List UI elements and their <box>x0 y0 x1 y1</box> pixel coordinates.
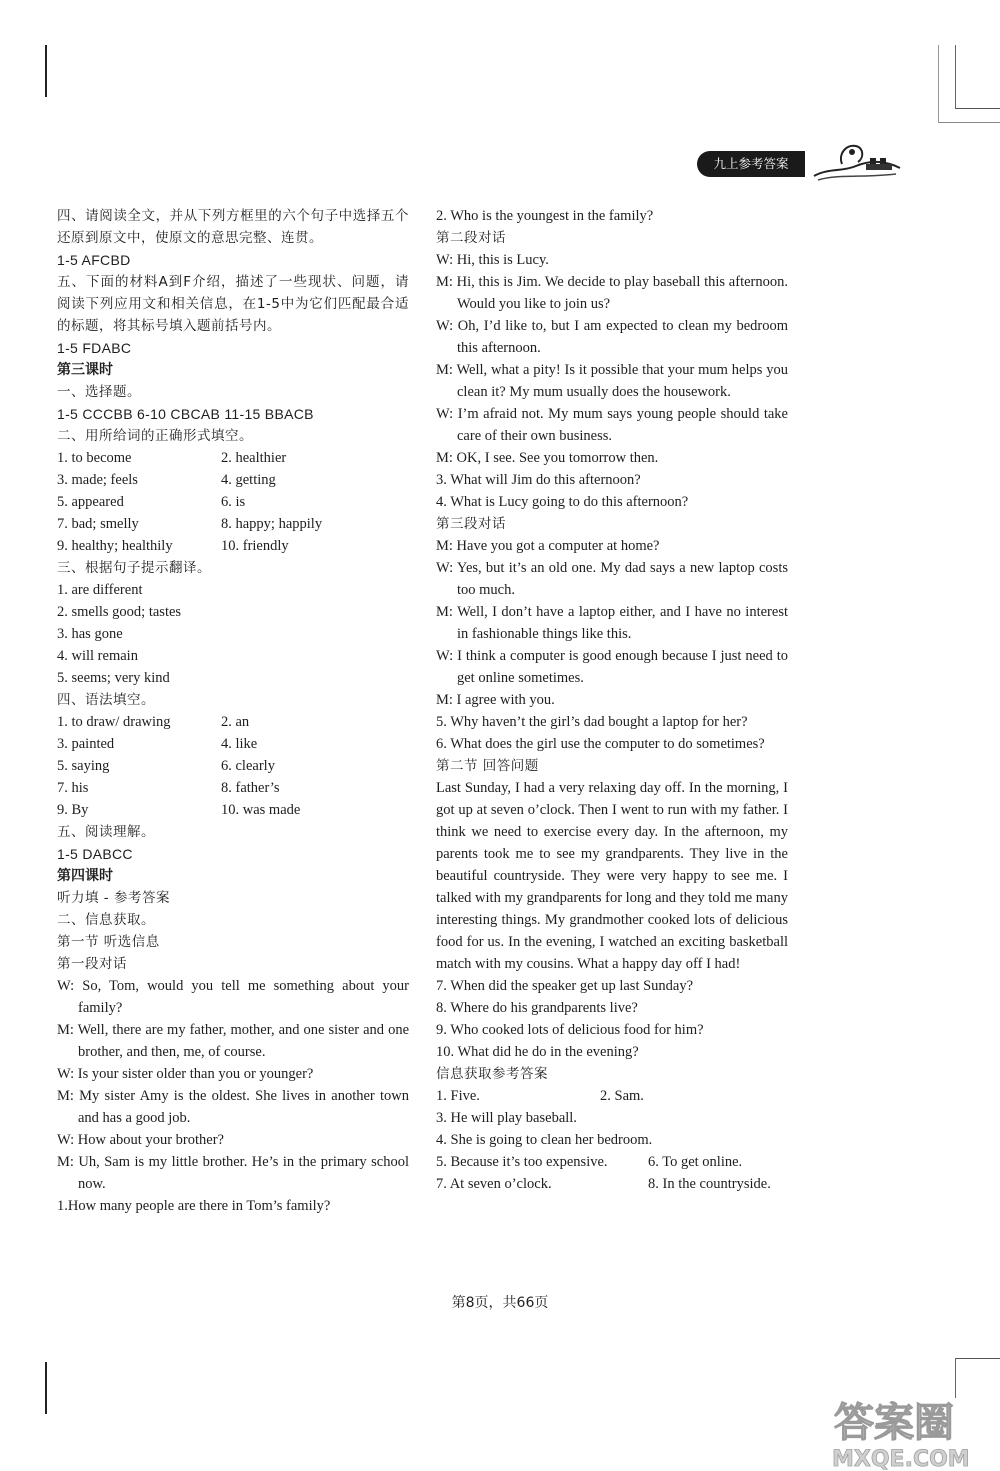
dialogue-line: W: I’m afraid not. My mum says young people should take care of their own business. <box>436 406 788 444</box>
dialogue-line: W: Hi, this is Lucy. <box>436 252 549 268</box>
dialogue-line: W: Oh, I’d like to, but I am expected to clean my bedroom this afternoon. <box>436 318 788 356</box>
answer-pair <box>57 733 409 755</box>
answer-item: 7. his <box>57 780 89 796</box>
answer-pair <box>436 1085 788 1107</box>
text-line: 3. has gone <box>57 626 123 642</box>
question-heading: 第一段对话 <box>57 956 127 972</box>
answer-pair <box>57 535 409 557</box>
answer-item: 4. getting <box>221 472 276 488</box>
question-heading: 第二段对话 <box>436 230 506 246</box>
dialogue-line: M: Uh, Sam is my little brother. He’s in the primary school now. <box>57 1154 409 1192</box>
text-line: 6. What does the girl use the computer to do sometimes? <box>436 736 765 752</box>
question-heading: 一、选择题。 <box>57 384 141 400</box>
watermark-url-text: MXQE.COM <box>832 1447 970 1471</box>
text-line: 5. seems; very kind <box>57 670 170 686</box>
header-logo-icon <box>808 138 904 186</box>
text-line: 3. What will Jim do this afternoon? <box>436 472 641 488</box>
question-heading: 三、根据句子提示翻译。 <box>57 560 211 576</box>
answer-item: 2. an <box>221 714 250 730</box>
answer-item: 7. At seven o’clock. <box>436 1176 552 1192</box>
header-tag: 九上参考答案 <box>697 151 805 177</box>
dialogue-line: M: Well, there are my father, mother, and one sister and one brother, and then, me, of course. <box>57 1022 409 1060</box>
dialogue-line: M: OK, I see. See you tomorrow then. <box>436 450 659 466</box>
answer-item: 1. Five. <box>436 1088 480 1104</box>
answer-item: 8. In the countryside. <box>648 1176 771 1192</box>
question-heading: 二、用所给词的正确形式填空。 <box>57 428 253 444</box>
dialogue-line: W: So, Tom, would you tell me something about your family? <box>57 978 409 1016</box>
text-line: 4. will remain <box>57 648 138 664</box>
text-line: 7. When did the speaker get up last Sunday? <box>436 978 694 994</box>
left-column <box>57 205 409 1217</box>
question-heading: 信息获取参考答案 <box>436 1066 548 1082</box>
dialogue-line: M: I agree with you. <box>436 692 555 708</box>
answer-pair <box>57 469 409 491</box>
answer-pair <box>57 777 409 799</box>
answer-pair <box>57 447 409 469</box>
crop-mark-top-right-horizontal <box>955 108 1000 109</box>
section-heading: 第三课时 <box>57 362 113 378</box>
dialogue-line: M: My sister Amy is the oldest. She lives in another town and has a good job. <box>57 1088 409 1126</box>
answer-item: 6. clearly <box>221 758 275 774</box>
answer-item: 4. like <box>221 736 258 752</box>
passage-paragraph: Last Sunday, I had a very relaxing day off. In the morning, I got up at seven o’clock. Then I went to run with my father. I think we need to exercise every day. In the afternoon, my parents took me to see my grandparents. They live in the beautiful countryside. They were very happy to see me. I talked with my grandparents for long and they told me many interesting things. My grandmother cooked lots of delicious food for us. In the evening, I watched an exciting basketball match with my cousins. What a happy day off I had! <box>436 780 788 972</box>
answer-item: 5. appeared <box>57 494 124 510</box>
answer-pair <box>57 513 409 535</box>
text-line: 2. Who is the youngest in the family? <box>436 208 654 224</box>
answer-item: 2. healthier <box>221 450 287 466</box>
answer-item: 7. bad; smelly <box>57 516 139 532</box>
text-line: 9. Who cooked lots of delicious food for him? <box>436 1022 704 1038</box>
answer-item: 5. saying <box>57 758 110 774</box>
answer-item: 2. Sam. <box>600 1088 644 1104</box>
answer-pair <box>57 491 409 513</box>
answer-item: 1. to become <box>57 450 132 466</box>
crop-mark-top-right-horizontal-2 <box>938 122 1000 123</box>
watermark-logo <box>826 1378 1000 1471</box>
crop-mark-top-right-vertical <box>955 45 956 109</box>
answer-item: 8. father’s <box>221 780 280 796</box>
dialogue-line: W: I think a computer is good enough because I just need to get online sometimes. <box>436 648 788 686</box>
crop-mark-bottom-right-horizontal <box>955 1358 1000 1359</box>
answer-item: 9. By <box>57 802 89 818</box>
crop-mark-bottom-left <box>45 1362 47 1414</box>
text-line: 2. smells good; tastes <box>57 604 182 620</box>
dialogue-line: W: How about your brother? <box>57 1132 224 1148</box>
answer-item: 6. To get online. <box>648 1154 743 1170</box>
answer-item: 3. made; feels <box>57 472 138 488</box>
dialogue-line: M: Have you got a computer at home? <box>436 538 660 554</box>
dialogue-line: 5. Why haven’t the girl’s dad bought a laptop for her? <box>436 714 748 730</box>
text-line: 10. What did he do in the evening? <box>436 1044 639 1060</box>
dialogue-line: M: Hi, this is Jim. We decide to play baseball this afternoon. Would you like to join us? <box>436 274 788 312</box>
question-heading: 第二节 回答问题 <box>436 758 539 774</box>
answer-pair <box>57 755 409 777</box>
section-heading: 第四课时 <box>57 868 113 884</box>
answer-pair <box>57 799 409 821</box>
question-heading: 第一节 听选信息 <box>57 934 160 950</box>
question-heading: 四、语法填空。 <box>57 692 155 708</box>
answer-item: 8. happy; happily <box>221 516 323 532</box>
answer-line: 1-5 AFCBD <box>57 252 131 268</box>
text-line: 3. He will play baseball. <box>436 1110 577 1126</box>
answer-pair <box>436 1173 788 1195</box>
question-heading: 二、信息获取。 <box>57 912 155 928</box>
dialogue-line: M: Well, I don’t have a laptop either, and I have no interest in fashionable things like this. <box>436 604 788 642</box>
answer-item: 6. is <box>221 494 246 510</box>
watermark-logo-text: 答案圈 <box>834 1400 954 1446</box>
answer-item: 10. friendly <box>221 538 289 554</box>
dialogue-line: W: Yes, but it’s an old one. My dad says a new laptop costs too much. <box>436 560 788 598</box>
crop-mark-top-right-vertical-2 <box>938 45 939 123</box>
answer-item: 10. was made <box>221 802 301 818</box>
answer-item: 3. painted <box>57 736 115 752</box>
question-heading: 五、下面的材料A到F介绍，描述了一些现状、问题，请阅读下列应用文和相关信息，在1-5中为它们匹配最合适的标题，将其标号填入题前括号内。 <box>57 274 409 334</box>
answer-line: 1-5 CCCBB 6-10 CBCAB 11-15 BBACB <box>57 406 314 422</box>
answer-item: 1. to draw/ drawing <box>57 714 171 730</box>
answer-line: 1-5 DABCC <box>57 846 133 862</box>
answer-pair <box>57 711 409 733</box>
question-heading: 第三段对话 <box>436 516 506 532</box>
answer-line: 1-5 FDABC <box>57 340 132 356</box>
answer-item: 5. Because it’s too expensive. <box>436 1154 608 1170</box>
text-line: 1. are different <box>57 582 143 598</box>
right-column <box>436 205 788 1195</box>
answer-item: 9. healthy; healthily <box>57 538 173 554</box>
crop-mark-top-left <box>45 45 47 97</box>
page-number: 第8页，共66页 <box>451 1295 549 1311</box>
answer-pair <box>436 1151 788 1173</box>
question-heading: 五、阅读理解。 <box>57 824 155 840</box>
question-heading: 四、请阅读全文，并从下列方框里的六个句子中选择五个还原到原文中，使原文的意思完整、连贯。 <box>57 208 409 246</box>
text-line: 4. What is Lucy going to do this afternoon? <box>436 494 689 510</box>
question-heading: 听力填 - 参考答案 <box>57 890 170 906</box>
text-line: 4. She is going to clean her bedroom. <box>436 1132 653 1148</box>
text-line: 1.How many people are there in Tom’s family? <box>57 1198 331 1214</box>
dialogue-line: M: Well, what a pity! Is it possible that your mum helps you clean it? My mum usually does the housework. <box>436 362 788 400</box>
dialogue-line: W: Is your sister older than you or younger? <box>57 1066 314 1082</box>
text-line: 8. Where do his grandparents live? <box>436 1000 638 1016</box>
